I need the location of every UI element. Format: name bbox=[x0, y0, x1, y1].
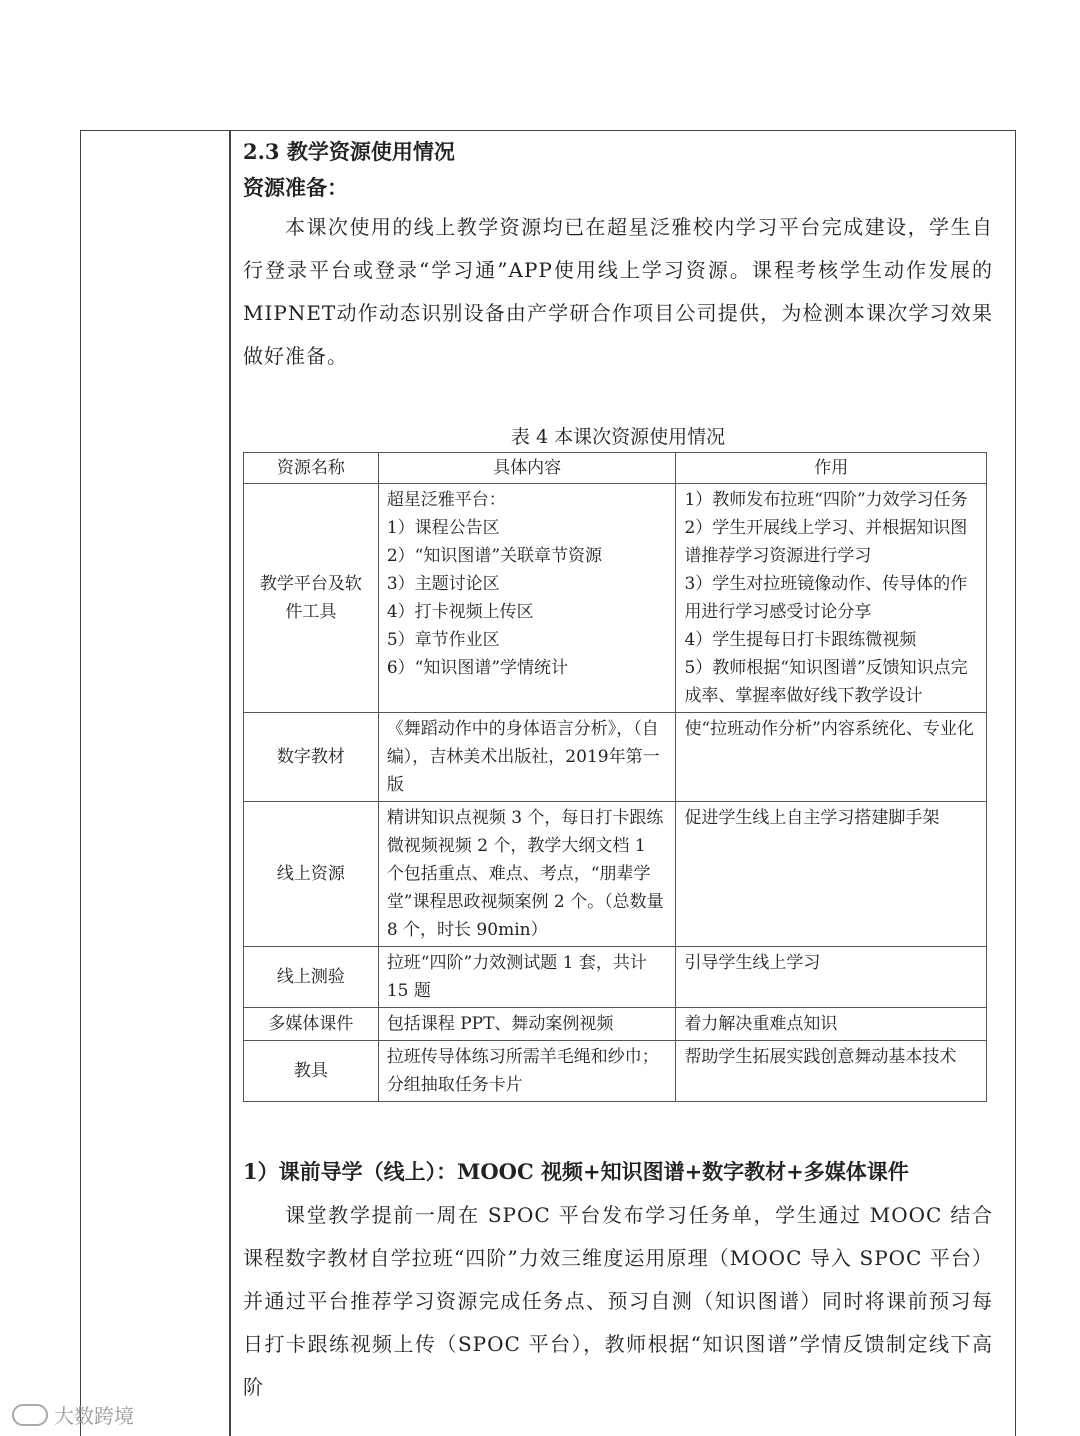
resource-name-cell: 教具 bbox=[244, 1041, 379, 1102]
header-cell: 资源名称 bbox=[244, 453, 379, 484]
resource-table bbox=[243, 452, 987, 1102]
purpose-line: 1）教师发布拉班“四阶”力效学习任务 bbox=[684, 490, 968, 510]
content-line: 超星泛雅平台： bbox=[386, 490, 506, 510]
content-line: 包括课程 PPT、舞动案例视频 bbox=[386, 1014, 614, 1034]
table-row bbox=[244, 1041, 987, 1102]
content-line: 1）课程公告区 bbox=[386, 518, 500, 538]
content-cell bbox=[378, 947, 676, 1008]
content-line: 4）打卡视频上传区 bbox=[386, 602, 534, 622]
watermark-text: 大数跨境 bbox=[54, 1404, 134, 1428]
purpose-line: 3）学生对拉班镜像动作、传导体的作用进行学习感受讨论分享 bbox=[684, 574, 968, 622]
purpose-line: 4）学生提每日打卡跟练微视频 bbox=[684, 630, 917, 650]
purpose-cell bbox=[676, 802, 987, 947]
preclass-heading: 1）课前导学（线上）：MOOC 视频+知识图谱+数字教材+多媒体课件 bbox=[243, 1159, 909, 1184]
purpose-line: 5）教师根据“知识图谱”反馈知识点完成率、掌握率做好线下教学设计 bbox=[684, 658, 968, 706]
resource-name-cell: 数字教材 bbox=[244, 713, 379, 802]
table-row bbox=[244, 1008, 987, 1041]
watermark bbox=[12, 1400, 134, 1429]
purpose-cell bbox=[676, 1008, 987, 1041]
content-cell bbox=[378, 1041, 676, 1102]
content-line: 拉班传导体练习所需羊毛绳和纱巾；分组抽取任务卡片 bbox=[386, 1047, 659, 1095]
content-line: 2）“知识图谱”关联章节资源 bbox=[386, 546, 603, 566]
section-heading: 2.3 教学资源使用情况 bbox=[243, 139, 455, 164]
table-header-row bbox=[244, 453, 987, 484]
resource-name-cell: 多媒体课件 bbox=[244, 1008, 379, 1041]
table-row bbox=[244, 713, 987, 802]
header-cell: 作用 bbox=[676, 453, 987, 484]
table-caption: 表 4 本课次资源使用情况 bbox=[510, 426, 726, 448]
watermark-logo-icon bbox=[12, 1404, 48, 1426]
purpose-cell bbox=[676, 484, 987, 713]
resource-name-cell: 线上资源 bbox=[244, 802, 379, 947]
table-row bbox=[244, 802, 987, 947]
purpose-line: 引导学生线上学习 bbox=[684, 953, 821, 973]
resource-name-cell: 线上测验 bbox=[244, 947, 379, 1008]
content-line: 3）主题讨论区 bbox=[386, 574, 500, 594]
preclass-paragraph: 课堂教学提前一周在 SPOC 平台发布学习任务单，学生通过 MOOC 结合课程数字教材自学拉班“四阶”力效三维度运用原理（MOOC 导入 SPOC 平台）并通过平台推荐学习资源完成任务点、预习自测（知识图谱）同时将课前预习每日打卡跟练视频上传（SPOC 平台），教师根据“知识图谱”学情反馈制定线下高阶 bbox=[243, 1203, 993, 1399]
purpose-cell bbox=[676, 947, 987, 1008]
intro-paragraph: 本课次使用的线上教学资源均已在超星泛雅校内学习平台完成建设，学生自行登录平台或登录“学习通”APP使用线上学习资源。课程考核学生动作发展的MIPNET动作动态识别设备由产学研合作项目公司提供，为检测本课次学习效果做好准备。 bbox=[243, 215, 993, 368]
purpose-line: 着力解决重难点知识 bbox=[684, 1014, 838, 1034]
subheading: 资源准备： bbox=[243, 175, 348, 200]
purpose-line: 2）学生开展线上学习、并根据知识图谱推荐学习资源进行学习 bbox=[684, 518, 968, 566]
table-row bbox=[244, 947, 987, 1008]
content-line: 《舞蹈动作中的身体语言分析》，（自编），吉林美术出版社，2019年第一版 bbox=[386, 719, 660, 795]
content-line: 拉班“四阶”力效测试题 1 套，共计 15 题 bbox=[386, 953, 647, 1001]
purpose-line: 促进学生线上自主学习搭建脚手架 bbox=[684, 808, 940, 828]
purpose-line: 帮助学生拓展实践创意舞动基本技术 bbox=[684, 1047, 957, 1067]
purpose-line: 使“拉班动作分析”内容系统化、专业化 bbox=[684, 719, 974, 739]
purpose-cell bbox=[676, 713, 987, 802]
content-line: 5）章节作业区 bbox=[386, 630, 500, 650]
content-cell bbox=[378, 484, 676, 713]
resource-name-cell: 教学平台及软件工具 bbox=[244, 484, 379, 713]
content-cell bbox=[378, 1008, 676, 1041]
content-cell bbox=[378, 802, 676, 947]
table-row bbox=[244, 484, 987, 713]
purpose-cell bbox=[676, 1041, 987, 1102]
column-divider bbox=[229, 130, 231, 1436]
content-cell bbox=[378, 713, 676, 802]
header-cell: 具体内容 bbox=[378, 453, 676, 484]
content-line: 6）“知识图谱”学情统计 bbox=[386, 658, 569, 678]
content-line: 精讲知识点视频 3 个，每日打卡跟练微视频视频 2 个，教学大纲文档 1 个包括重点、难点、考点，“朋辈学堂”课程思政视频案例 2 个。（总数量 8 个，时长 90min） bbox=[386, 808, 664, 940]
content-column bbox=[243, 134, 993, 1409]
